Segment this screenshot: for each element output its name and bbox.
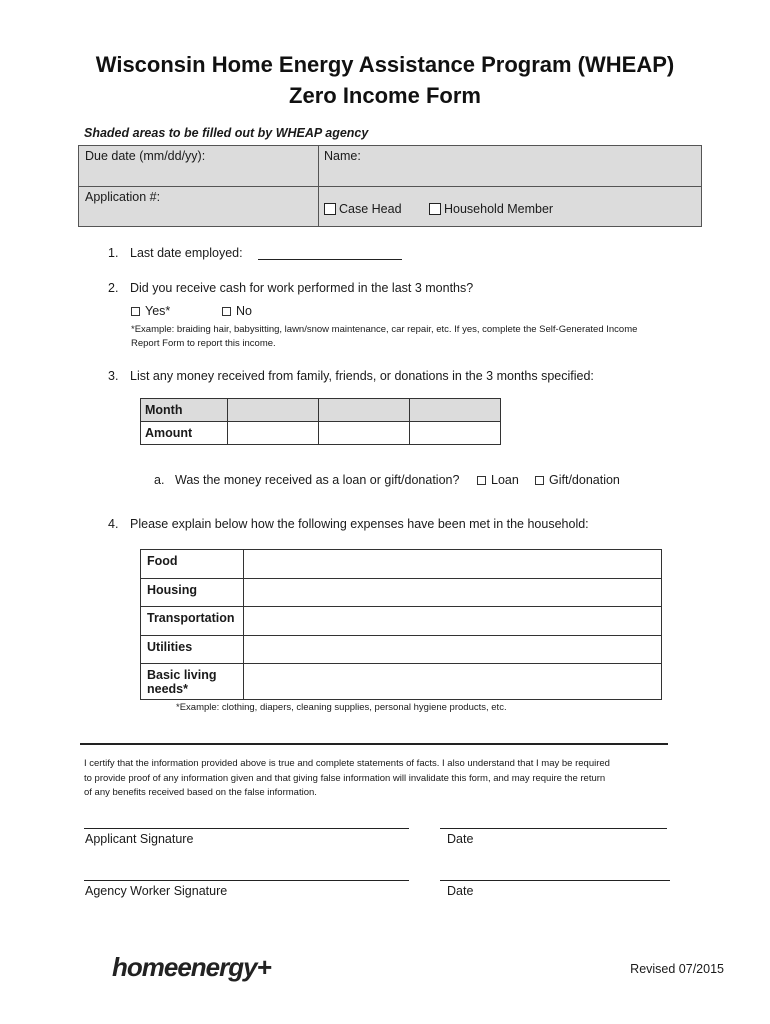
expenses-table <box>140 549 662 700</box>
expense-input-transportation[interactable] <box>244 607 662 636</box>
expense-label-housing: Housing <box>141 579 244 607</box>
q2-note-line2: Report Form to report this income. <box>131 338 276 349</box>
agency-worker-date-line[interactable] <box>440 880 670 881</box>
q3a-text: Was the money received as a loan or gift/donation? <box>175 473 460 487</box>
month-cell[interactable] <box>228 399 319 422</box>
q2-yes-option[interactable] <box>131 304 170 318</box>
expense-label-utilities: Utilities <box>141 636 244 664</box>
applicant-date-label: Date <box>447 832 474 846</box>
q2-note-line1: *Example: braiding hair, babysitting, lawn/snow maintenance, car repair, etc. If yes, complete the Self-Generated Income <box>131 324 638 335</box>
applicant-signature-line[interactable] <box>84 828 409 829</box>
q3a-letter: a. <box>154 473 165 487</box>
gift-label: Gift/donation <box>549 473 620 487</box>
agency-worker-signature-line[interactable] <box>84 880 409 881</box>
expense-input-housing[interactable] <box>244 579 662 607</box>
applicant-signature-label: Applicant Signature <box>85 832 194 846</box>
amount-cell[interactable] <box>319 422 410 445</box>
expense-input-utilities[interactable] <box>244 636 662 664</box>
month-cell[interactable] <box>410 399 501 422</box>
agency-worker-date-label: Date <box>447 884 474 898</box>
expense-input-food[interactable] <box>244 550 662 579</box>
yes-checkbox[interactable] <box>131 307 140 316</box>
expense-label-basic-needs: Basic living needs* <box>141 664 244 700</box>
certification-text <box>84 757 684 801</box>
q4-note: *Example: clothing, diapers, cleaning supplies, personal hygiene products, etc. <box>176 702 507 713</box>
q2-no-option[interactable] <box>222 304 252 318</box>
q4-text: Please explain below how the following expenses have been met in the household: <box>130 517 589 531</box>
household-member-option[interactable] <box>429 202 553 216</box>
certification-line3: of any benefits received based on the false information. <box>84 787 317 798</box>
name-label: Name: <box>324 149 361 163</box>
agency-box <box>78 145 702 227</box>
form-title: Wisconsin Home Energy Assistance Program (WHEAP) <box>95 52 675 77</box>
gift-option[interactable] <box>535 473 620 487</box>
case-head-label: Case Head <box>339 202 402 216</box>
amount-cell[interactable] <box>410 422 501 445</box>
q1-text: Last date employed: <box>130 246 243 260</box>
revision-date: Revised 07/2015 <box>630 962 724 976</box>
q1-number: 1. <box>108 246 119 260</box>
gift-checkbox[interactable] <box>535 476 544 485</box>
due-date-label: Due date (mm/dd/yy): <box>85 149 206 163</box>
certification-line2: to provide proof of any information given and that giving false information will invalidate this form, and may require the return <box>84 772 606 784</box>
expense-input-basic-needs[interactable] <box>244 664 662 700</box>
month-row-label: Month <box>141 399 228 422</box>
q2-text: Did you receive cash for work performed in the last 3 months? <box>130 281 474 295</box>
application-label: Application #: <box>85 190 161 204</box>
expense-label-transportation: Transportation <box>141 607 244 636</box>
loan-checkbox[interactable] <box>477 476 486 485</box>
loan-label: Loan <box>491 473 519 487</box>
q2-number: 2. <box>108 281 119 295</box>
q3-number: 3. <box>108 369 119 383</box>
agency-caption: Shaded areas to be filled out by WHEAP agency <box>84 126 369 140</box>
household-member-checkbox[interactable] <box>429 203 441 215</box>
question-1 <box>108 246 118 260</box>
month-cell[interactable] <box>319 399 410 422</box>
agency-worker-signature-label: Agency Worker Signature <box>85 884 228 898</box>
q3-text: List any money received from family, friends, or donations in the 3 months specified: <box>130 369 594 383</box>
no-label: No <box>236 304 252 318</box>
q4-number: 4. <box>108 517 119 531</box>
case-head-checkbox[interactable] <box>324 203 336 215</box>
household-member-label: Household Member <box>444 202 554 216</box>
yes-label: Yes* <box>145 304 171 318</box>
loan-option[interactable] <box>477 473 519 487</box>
case-head-option[interactable] <box>324 202 402 216</box>
applicant-date-line[interactable] <box>440 828 667 829</box>
section-divider <box>80 743 668 745</box>
amount-row-label: Amount <box>141 422 228 445</box>
last-date-employed-field[interactable] <box>258 259 402 260</box>
home-energy-logo: homeenergy+ <box>112 952 271 982</box>
expense-label-food: Food <box>141 550 244 579</box>
certification-line1: I certify that the information provided above is true and complete statements of facts. I also understand that I may be required <box>84 758 610 769</box>
no-checkbox[interactable] <box>222 307 231 316</box>
form-subtitle: Zero Income Form <box>289 83 481 108</box>
month-amount-table <box>140 398 501 445</box>
amount-cell[interactable] <box>228 422 319 445</box>
